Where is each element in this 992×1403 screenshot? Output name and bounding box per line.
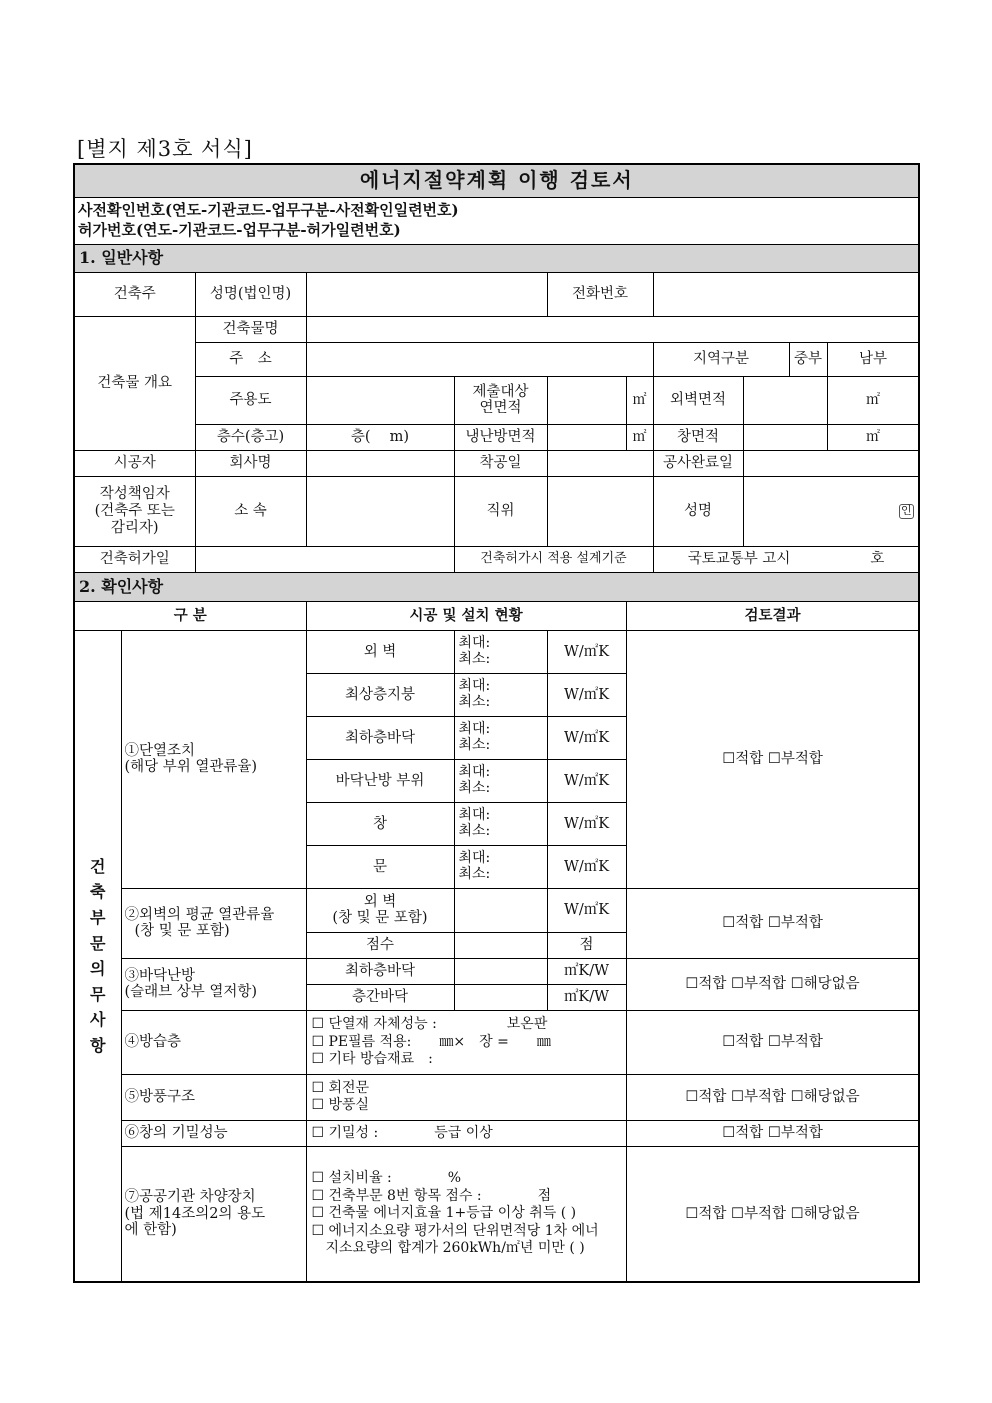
hvac-area-field[interactable]: [547, 424, 626, 450]
pre-check-number-label: 사전확인번호(연도-기관코드-업무구분-사전확인일련번호): [78, 201, 459, 219]
affiliation-field[interactable]: [306, 476, 454, 546]
start-date-label: 착공일: [454, 450, 547, 476]
floors-label: 층수(층고): [195, 424, 306, 450]
insulation-wall-unit: W/㎡K: [547, 630, 626, 673]
owner-label: 건축주: [74, 272, 195, 316]
floor-heating-part-lowest: 최하층바닥: [306, 958, 454, 984]
company-field[interactable]: [306, 450, 454, 476]
floor-heating-between-field[interactable]: [454, 984, 547, 1010]
submit-area-label: 제출대상 연면적: [454, 376, 547, 424]
floors-field[interactable]: 층( m): [306, 424, 454, 450]
architecture-mandatory-vertical-label: 건 축 부 문 의 무 사 항: [74, 630, 121, 1282]
notice-field[interactable]: 국토교통부 고시 호: [653, 546, 919, 572]
insulation-floor-heating-unit: W/㎡K: [547, 759, 626, 802]
main-use-label: 주용도: [195, 376, 306, 424]
shading-device-result[interactable]: ☐적합 ☐부적합 ☐해당없음: [626, 1146, 919, 1282]
writer-name-field[interactable]: [743, 476, 919, 546]
region-option-south[interactable]: 남부: [827, 342, 919, 376]
col-result-header: 검토결과: [626, 601, 919, 630]
shading-device-options[interactable]: ☐ 설치비율 : % ☐ 건축부문 8번 항목 점수 : 점 ☐ 건축물 에너지효율 1+등급 이상 취득 ( ) ☐ 에너지소요량 평가서의 단위면적당 1차 에너 지소요량의 합계가 260kWh/㎡년 미만 ( ): [306, 1146, 626, 1282]
writer-name-label: 성명: [653, 476, 743, 546]
wall-area-field[interactable]: [743, 376, 827, 424]
insulation-part-floor-heating: 바닥난방 부위: [306, 759, 454, 802]
insulation-wall-minmax[interactable]: 최대: 최소:: [454, 630, 547, 673]
building-name-label: 건축물명: [195, 316, 306, 342]
permit-date-label: 건축허가일: [74, 546, 195, 572]
design-standard-label: 건축허가시 적용 설계기준: [454, 546, 653, 572]
vapor-barrier-label: ④방습층: [121, 1010, 306, 1074]
vapor-barrier-options[interactable]: ☐ 단열재 자체성능 : 보온판 ☐ PE필름 적용: ㎜× 장 = ㎜ ☐ 기타 방습재료 :: [306, 1010, 626, 1074]
wall-area-label: 외벽면적: [653, 376, 743, 424]
floor-heating-label: ③바닥난방 (슬래브 상부 열저항): [121, 958, 306, 1010]
insulation-part-roof: 최상층지붕: [306, 673, 454, 716]
company-label: 회사명: [195, 450, 306, 476]
insulation-window-minmax[interactable]: 최대: 최소:: [454, 802, 547, 845]
permit-number-label: 허가번호(연도-기관코드-업무구분-허가일련번호): [78, 220, 401, 239]
window-area-label: 창면적: [653, 424, 743, 450]
window-area-field[interactable]: [743, 424, 827, 450]
seal-mark: 인: [900, 504, 912, 518]
building-overview-label: 건축물 개요: [74, 316, 195, 450]
form-title: 에너지절약계획 이행 검토서: [74, 164, 919, 197]
insulation-door-minmax[interactable]: 최대: 최소:: [454, 845, 547, 888]
position-label: 직위: [454, 476, 547, 546]
floor-heating-lowest-field[interactable]: [454, 958, 547, 984]
main-use-field[interactable]: [306, 376, 454, 424]
address-label: 주 소: [195, 342, 306, 376]
insulation-floor-heating-minmax[interactable]: 최대: 최소:: [454, 759, 547, 802]
section2-heading: 2. 확인사항: [74, 572, 919, 601]
section1-heading: 1. 일반사항: [74, 244, 919, 272]
window-airtightness-option[interactable]: ☐ 기밀성 : 등급 이상: [306, 1120, 626, 1146]
insulation-roof-minmax[interactable]: 최대: 최소:: [454, 673, 547, 716]
windbreak-options[interactable]: ☐ 회전문 ☐ 방풍실: [306, 1074, 626, 1120]
windbreak-label: ⑤방풍구조: [121, 1074, 306, 1120]
completion-date-field[interactable]: [743, 450, 919, 476]
floor-heating-between-unit: ㎡K/W: [547, 984, 626, 1010]
submit-area-unit: ㎡: [626, 376, 653, 424]
wall-area-unit: ㎡: [827, 376, 919, 424]
insulation-lowest-floor-unit: W/㎡K: [547, 716, 626, 759]
hvac-area-unit: ㎡: [626, 424, 653, 450]
avg-wall-result[interactable]: ☐적합 ☐부적합: [626, 888, 919, 958]
owner-name-label: 성명(법인명): [195, 272, 306, 316]
insulation-part-wall: 외 벽: [306, 630, 454, 673]
phone-field[interactable]: [653, 272, 919, 316]
avg-wall-value-field[interactable]: [454, 888, 547, 932]
region-option-central[interactable]: 중부: [789, 342, 827, 376]
affiliation-label: 소 속: [195, 476, 306, 546]
address-field[interactable]: [306, 342, 653, 376]
position-field[interactable]: [547, 476, 653, 546]
permit-date-field[interactable]: [195, 546, 454, 572]
insulation-result[interactable]: ☐적합 ☐부적합: [626, 630, 919, 888]
insulation-part-lowest-floor: 최하층바닥: [306, 716, 454, 759]
col-category-header: 구 분: [74, 601, 306, 630]
insulation-part-window: 창: [306, 802, 454, 845]
avg-wall-score-unit: 점: [547, 932, 626, 958]
floor-heating-result[interactable]: ☐적합 ☐부적합 ☐해당없음: [626, 958, 919, 1010]
floor-heating-lowest-unit: ㎡K/W: [547, 958, 626, 984]
window-airtightness-result[interactable]: ☐적합 ☐부적합: [626, 1120, 919, 1146]
completion-date-label: 공사완료일: [653, 450, 743, 476]
writer-label: 작성책임자 (건축주 또는 감리자): [74, 476, 195, 546]
windbreak-result[interactable]: ☐적합 ☐부적합 ☐해당없음: [626, 1074, 919, 1120]
avg-wall-score-field[interactable]: [454, 932, 547, 958]
start-date-field[interactable]: [547, 450, 653, 476]
review-form-table: [73, 163, 920, 1283]
form-number-label: [별지 제3호 서식]: [77, 137, 253, 161]
avg-wall-u-label: ②외벽의 평균 열관류율 (창 및 문 포함): [121, 888, 306, 958]
constructor-label: 시공자: [74, 450, 195, 476]
submit-area-field[interactable]: [547, 376, 626, 424]
insulation-door-unit: W/㎡K: [547, 845, 626, 888]
window-airtightness-label: ⑥창의 기밀성능: [121, 1120, 306, 1146]
insulation-lowest-floor-minmax[interactable]: 최대: 최소:: [454, 716, 547, 759]
floor-heating-part-between: 층간바닥: [306, 984, 454, 1010]
col-status-header: 시공 및 설치 현황: [306, 601, 626, 630]
avg-wall-unit: W/㎡K: [547, 888, 626, 932]
building-name-field[interactable]: [306, 316, 919, 342]
shading-device-label: ⑦공공기관 차양장치 (법 제14조의2의 용도 에 한함): [121, 1146, 306, 1282]
insulation-window-unit: W/㎡K: [547, 802, 626, 845]
insulation-roof-unit: W/㎡K: [547, 673, 626, 716]
hvac-area-label: 냉난방면적: [454, 424, 547, 450]
window-area-unit: ㎡: [827, 424, 919, 450]
avg-wall-part: 외 벽 (창 및 문 포함): [306, 888, 454, 932]
avg-wall-score-label: 점수: [306, 932, 454, 958]
vapor-barrier-result[interactable]: ☐적합 ☐부적합: [626, 1010, 919, 1074]
insulation-part-door: 문: [306, 845, 454, 888]
insulation-label: ①단열조치 (해당 부위 열관류율): [121, 630, 306, 888]
region-label: 지역구분: [653, 342, 789, 376]
phone-label: 전화번호: [547, 272, 653, 316]
owner-name-field[interactable]: [306, 272, 547, 316]
